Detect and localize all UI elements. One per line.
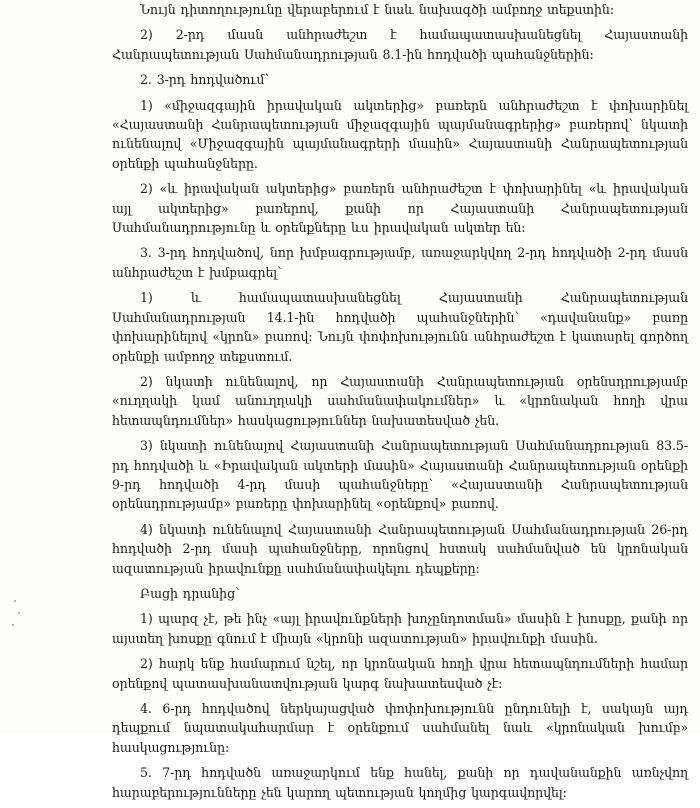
scan-speck	[14, 600, 16, 602]
paragraph-11: 2) հարկ ենք համարում նշել, որ կրոնական հողի վրա հետապնդումների համար օրենքով պատասխանատվության կարգ նախատեսված չէ:	[112, 656, 688, 691]
scan-speck	[12, 624, 14, 626]
subheading-besides: Բացի դրանից՝	[140, 585, 240, 601]
paragraph-13: 5. 7-րդ հոդվածն առաջարկում ենք հանել, քանի որ դավանանքին առնչվող հարաբերությունները չեն կարող պետության կողմից կարգավորվել:	[112, 765, 688, 800]
paragraph-2: 2) 2-րդ մասն անհրաժեշտ է համապատասխանեցնել Հայաստանի Հանրապետության Սահմանադրության 8.1-ին հոդվածի պահանջներին:	[112, 27, 688, 62]
paragraph-7: 2) նկատի ունենալով, որ Հայաստանի Հանրապետության օրենսդրությամբ «ուղղակի կամ անուղղակի սահմանափակումներ» և «կրոնական հողի վրա հետապնդումներ» հասկացություններ նախատեսված չեն.	[112, 373, 688, 428]
paragraph-9: 4) նկատի ունենալով Հայաստանի Հանրապետության Սահմանադրության 26-րդ հոդվածի 2-րդ մասի պահանջները, որոնցով հստակ սահմանված են կրոնական ազատության իրավունքը սահմանափակելու դեպքերը:	[112, 521, 688, 576]
document-body	[112, 0, 688, 808]
paragraph-3: 1) «միջազգային իրավական ակտերից» բառերն անհրաժեշտ է փոխարինել «Հայաստանի Հանրապետության միջազգային պայմանագրերից» բառերով՝ նկատի ունենալով «Միջազգային պայմանագրերի մասին» Հայաստանի Հանրապետության օրենքի պահանջները.	[112, 97, 688, 171]
paragraph-6: 1) և համապատասխանեցնել Հայաստանի Հանրապետության Սահմանադրության 14.1-ին հոդվածի պահանջներին՝ «դավանանք» բառը փոխարինելով «կրոն» բառով: Նույն փոփոխությունն անհրաժեշտ է կատարել գործող օրենքի ամբողջ տեքստում.	[112, 290, 688, 364]
paragraph-4: 2) «և իրավական ակտերից» բառերն անհրաժեշտ է փոխարինել «և իրավական այլ ակտերից» բառերով, քանի որ Հայաստանի Հանրապետության Սահմանադրությունը և օրենքները ևս իրավական ակտեր են:	[112, 181, 688, 236]
scan-speck	[18, 612, 20, 614]
paragraph-1: Նույն դիտողությունը վերաբերում է նաև նախագծի ամբողջ տեքստին:	[140, 2, 614, 17]
section-heading-2: 2. 3-րդ հոդվածում՝	[140, 72, 269, 88]
paragraph-12: 4. 6-րդ հոդվածով ներկայացված փոփոխությունն ընդունելի է, սակայն այդ դեպքում նպատակահարմար է օրենքում սահմանել նաև «կրոնական խումբ» հասկացությունը:	[112, 701, 688, 755]
paragraph-8: 3) նկատի ունենալով Հայաստանի Հանրապետության Սահմանադրության 83.5-րդ հոդվածի և «Իրավական ակտերի մասին» Հայաստանի Հանրապետության օրենքի 9-րդ հոդվածի 4-րդ մասի պահանջները՝ «Հայաստանի Հանրապետության օրենսդրությամբ» բառերը փոխարինել «օրենքով» բառով.	[112, 438, 688, 512]
paragraph-10: 1) պարզ չէ, թե ինչ «այլ իրավունքների խոչընդոտման» մասին է խոսքը, քանի որ այստեղ խոսքը գնում է միայն «կրոնի ազատության» իրավունքի մասին.	[112, 611, 688, 646]
paragraph-5: 3. 3-րդ հոդվածով, նոր խմբագրությամբ, առաջարկվող 2-րդ հոդվածի 2-րդ մասն անհրաժեշտ է խմբագրել՝	[112, 245, 688, 280]
